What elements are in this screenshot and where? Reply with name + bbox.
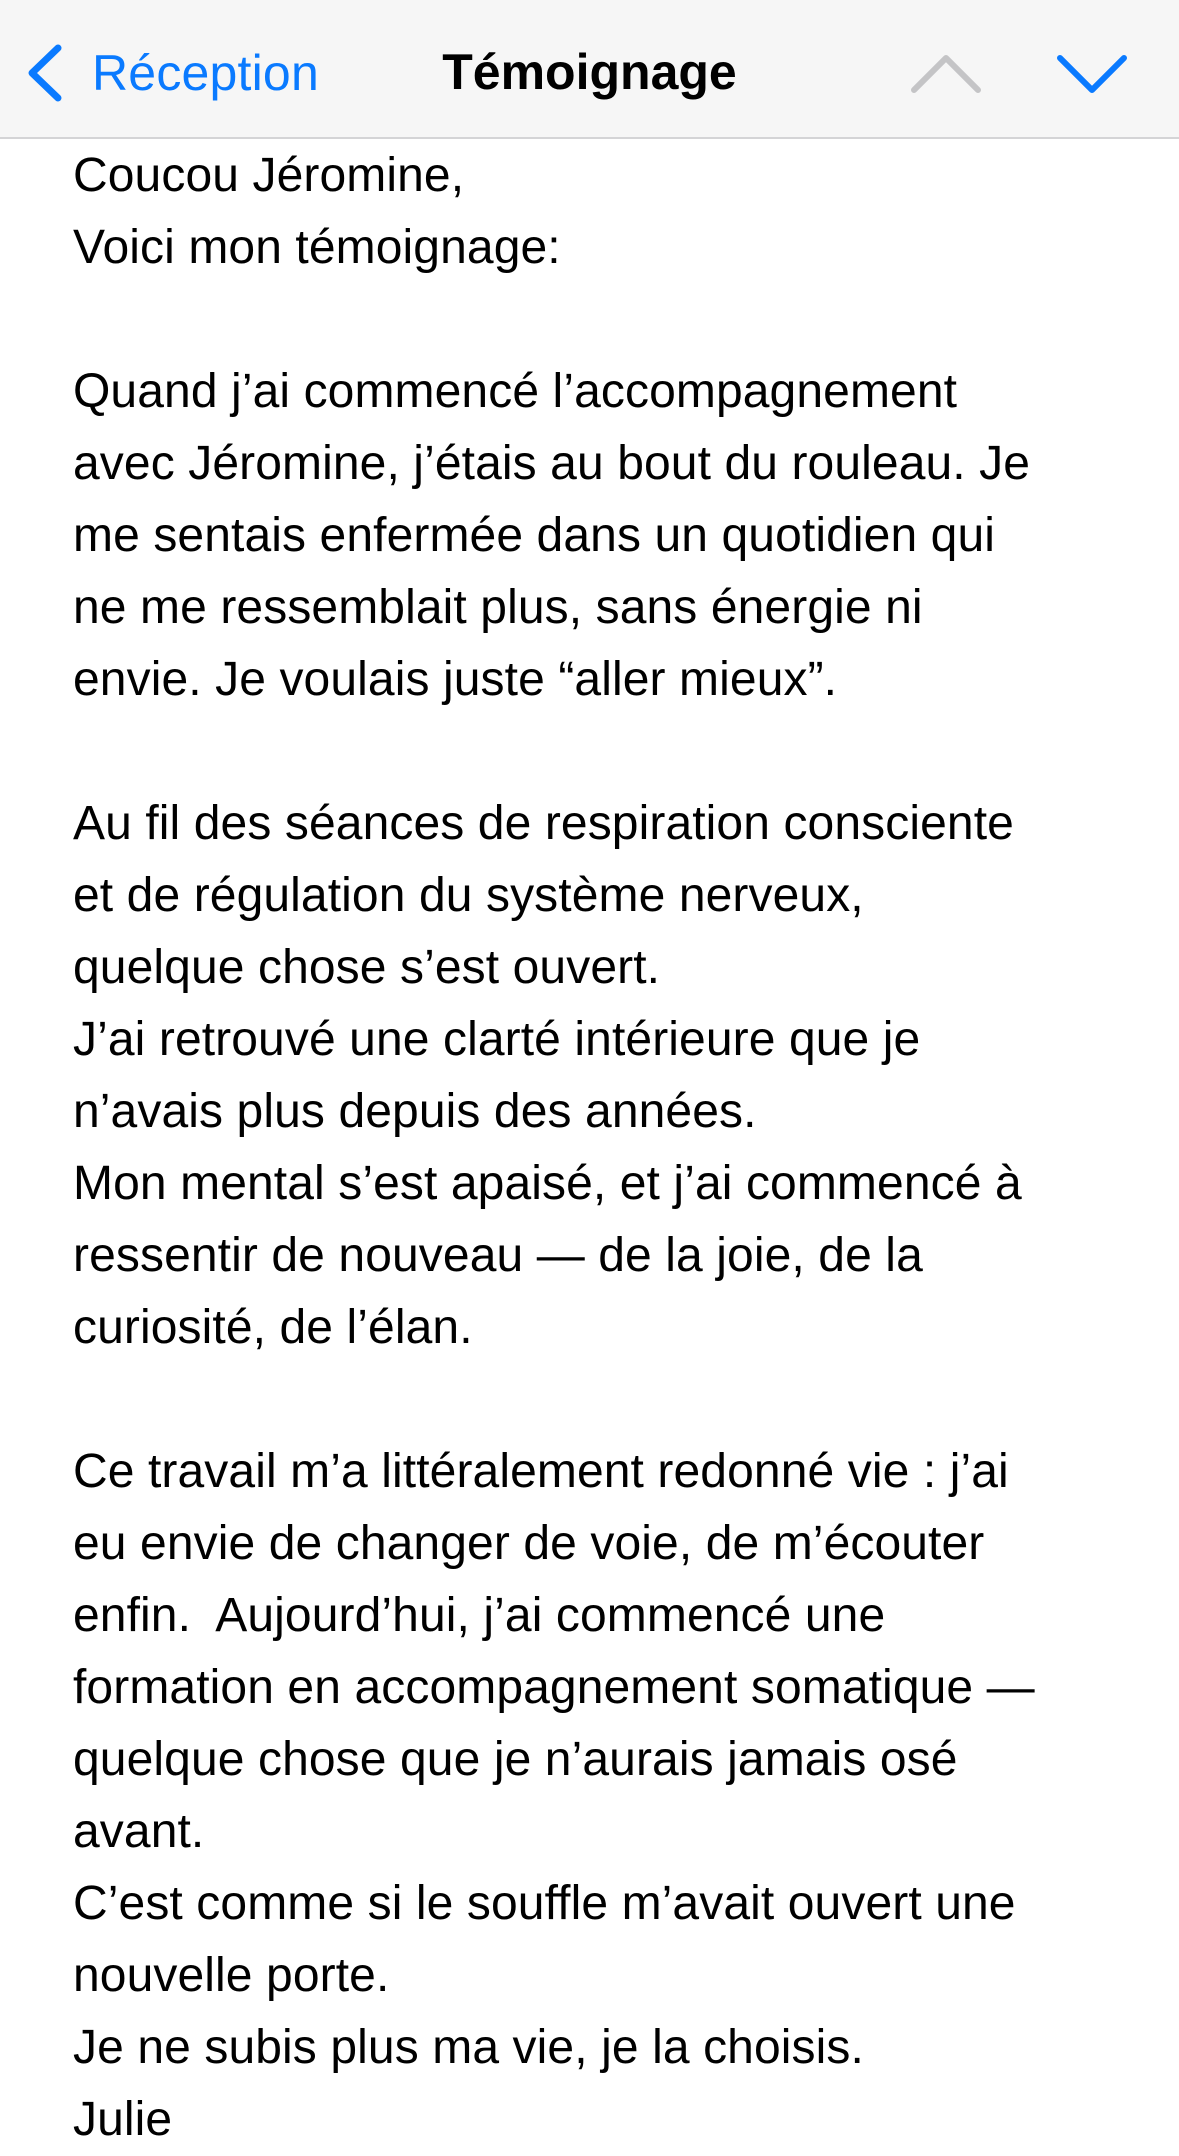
message-line: C’est comme si le souffle m’avait ouvert une [73, 1877, 1016, 1930]
message-line: Au fil des séances de respiration consciente [73, 797, 1014, 850]
navigation-bar [0, 0, 1179, 139]
message-line: quelque chose s’est ouvert. [73, 941, 661, 994]
message-line: ne me ressemblait plus, sans énergie ni [73, 581, 923, 634]
message-line: ressentir de nouveau — de la joie, de la [73, 1229, 923, 1282]
message-line: et de régulation du système nerveux, [73, 869, 864, 922]
message-line: me sentais enfermée dans un quotidien qui [73, 509, 996, 562]
message-signature: Julie [73, 2093, 173, 2146]
page-title: Témoignage [442, 44, 737, 100]
message-line: avant. [73, 1805, 205, 1858]
message-line: J’ai retrouvé une clarté intérieure que je [73, 1013, 921, 1066]
message-line: eu envie de changer de voie, de m’écouter [73, 1517, 985, 1570]
message-line: enfin. Aujourd’hui, j’ai commencé une [73, 1589, 886, 1642]
message-line: nouvelle porte. [73, 1949, 390, 2002]
chevron-up-icon [906, 48, 986, 100]
message-line: formation en accompagnement somatique — [73, 1661, 1035, 1714]
chevron-down-icon [1052, 48, 1132, 100]
message-line: quelque chose que je n’aurais jamais osé [73, 1733, 958, 1786]
message-line: curiosité, de l’élan. [73, 1301, 473, 1354]
message-line: Ce travail m’a littéralement redonné vie : j’ai [73, 1445, 1009, 1498]
back-button-label: Réception [92, 45, 319, 101]
message-line: n’avais plus depuis des années. [73, 1085, 757, 1138]
message-blank-line [73, 1364, 1153, 1436]
back-to-inbox-button[interactable] [22, 36, 319, 110]
message-blank-line [73, 284, 1153, 356]
message-line: Mon mental s’est apaisé, et j’ai commencé à [73, 1157, 1022, 1210]
chevron-left-icon [22, 42, 66, 104]
message-line: envie. Je voulais juste “aller mieux”. [73, 653, 838, 706]
message-line: avec Jéromine, j’étais au bout du rouleau. Je [73, 437, 1031, 490]
next-message-button[interactable] [1052, 48, 1132, 100]
previous-message-button[interactable] [906, 48, 986, 100]
message-blank-line [73, 716, 1153, 788]
message-line: Quand j’ai commencé l’accompagnement [73, 365, 958, 418]
message-body [73, 140, 1153, 2156]
message-line: Je ne subis plus ma vie, je la choisis. [73, 2021, 864, 2074]
message-line: Voici mon témoignage: [73, 221, 561, 274]
message-line: Coucou Jéromine, [73, 149, 465, 202]
